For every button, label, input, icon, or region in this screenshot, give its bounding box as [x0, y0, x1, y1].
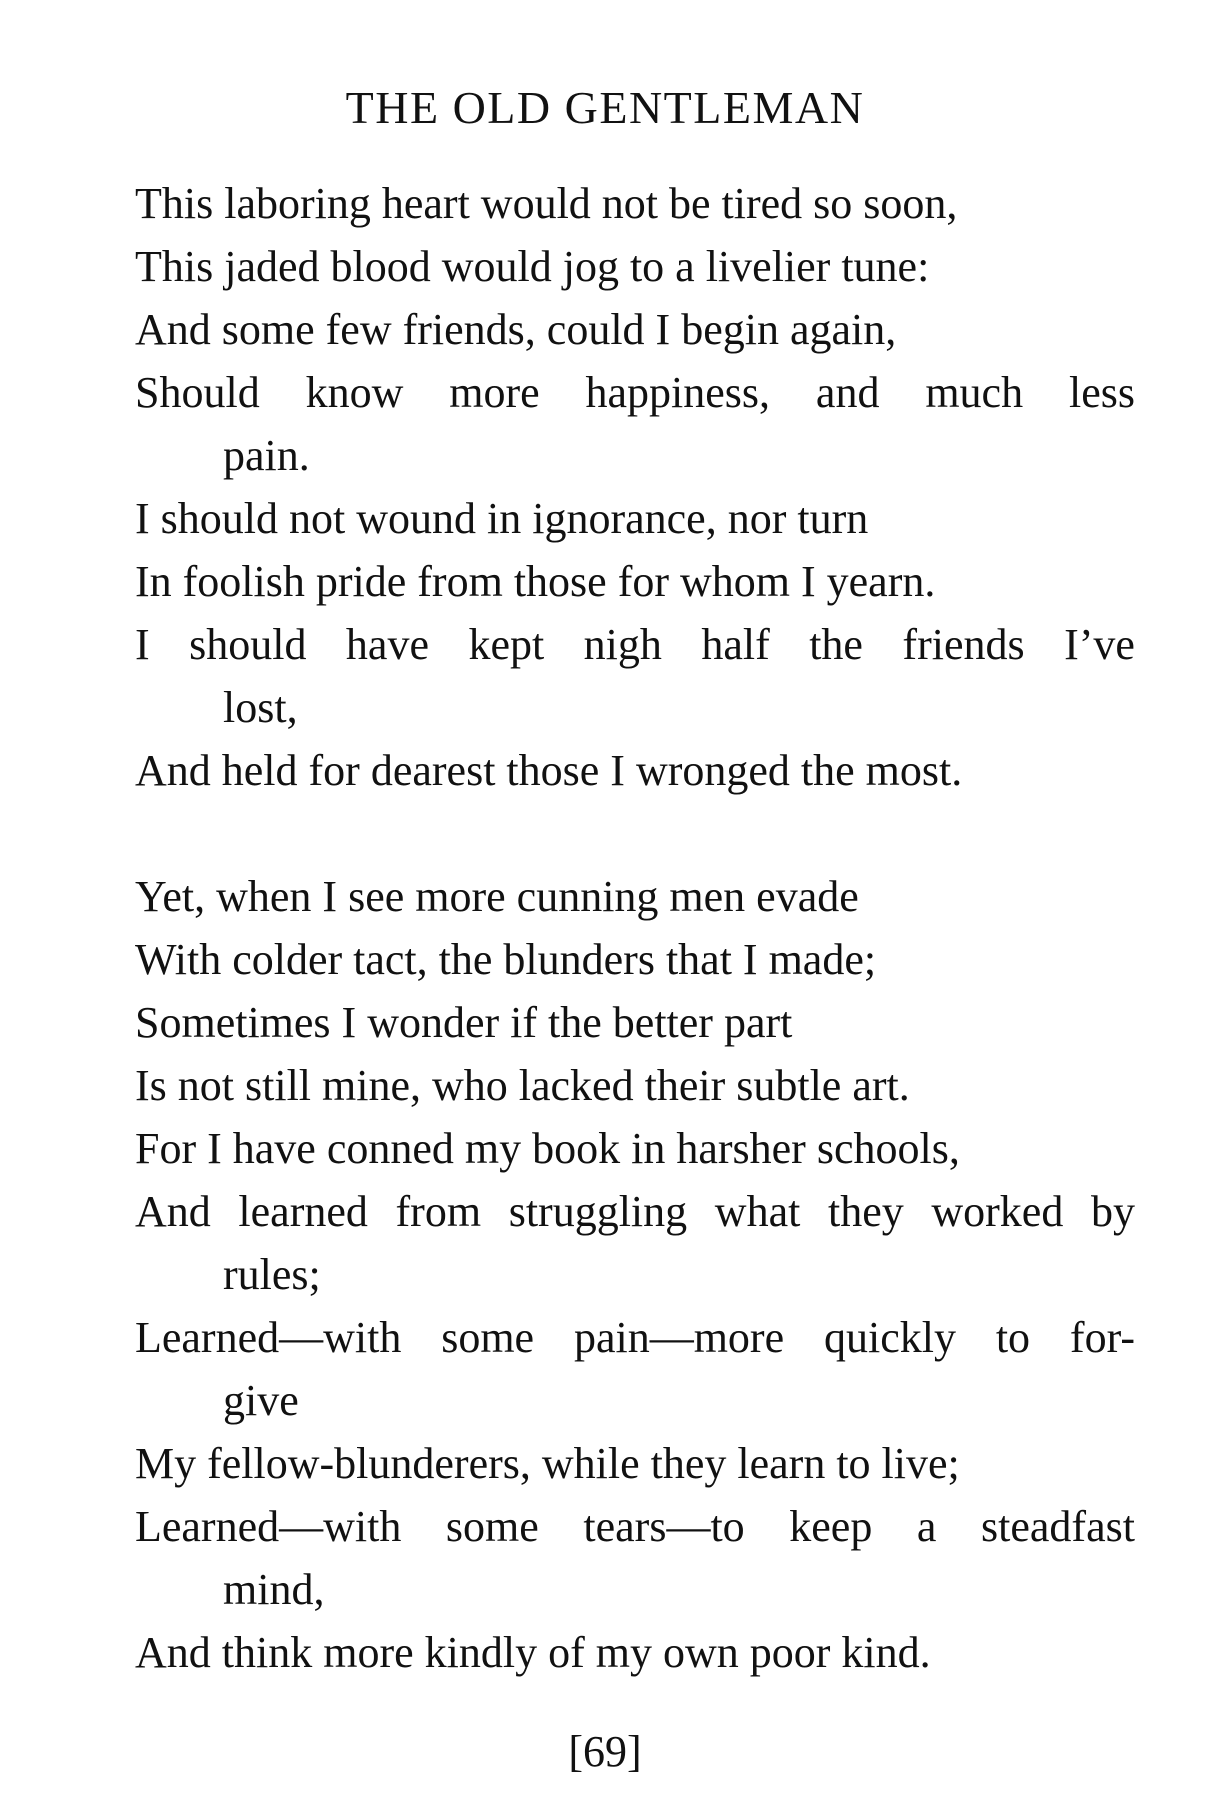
poem-line: In foolish pride from those for whom I yearn. — [135, 557, 936, 606]
poem-line: pain. — [223, 431, 310, 480]
poem-title: THE OLD GENTLEMAN — [345, 82, 865, 133]
poem-line: I should not wound in ignorance, nor turn — [135, 494, 869, 543]
poem-word: tears—to — [583, 1502, 745, 1551]
poem-word: happiness, — [585, 368, 771, 417]
poem-word: much — [925, 368, 1024, 417]
poem-line: My fellow-blunderers, while they learn to live; — [135, 1439, 960, 1488]
poem-line — [135, 613, 1135, 676]
poem-word: more — [449, 368, 540, 417]
stanza-1 — [135, 172, 1135, 802]
poem-word: steadfast — [981, 1502, 1135, 1551]
poem-word: And — [135, 1187, 211, 1236]
page-number: [69] — [568, 1727, 642, 1776]
poem-word: quickly — [823, 1313, 956, 1362]
poem-line: With colder tact, the blunders that I made; — [135, 935, 877, 984]
poem-line: Is not still mine, who lacked their subtle art. — [135, 1061, 910, 1110]
poem-word: for- — [1069, 1313, 1135, 1362]
poem-line — [135, 1180, 1135, 1243]
poem-line: Yet, when I see more cunning men evade — [135, 872, 859, 921]
poem-word: and — [815, 368, 880, 417]
poem-line: And think more kindly of my own poor kind. — [135, 1628, 931, 1677]
poem-word: I — [135, 620, 150, 669]
poem-line: Sometimes I wonder if the better part — [135, 998, 793, 1047]
poem-word: a — [916, 1502, 937, 1551]
poem-word: they — [827, 1187, 904, 1236]
poem-word: by — [1090, 1187, 1135, 1236]
poem-word: keep — [789, 1502, 873, 1551]
poem-word: I’ve — [1064, 620, 1135, 669]
poem-line — [135, 1306, 1135, 1369]
poem-word: should — [189, 620, 307, 669]
poem-line: This laboring heart would not be tired so soon, — [135, 179, 958, 228]
poem-line: give — [223, 1376, 299, 1425]
poem-word: from — [395, 1187, 482, 1236]
poem-word: pain—more — [573, 1313, 785, 1362]
poem-word: Should — [135, 368, 260, 417]
poem-word: struggling — [508, 1187, 688, 1236]
poem-word: to — [995, 1313, 1031, 1362]
poem-word: know — [305, 368, 404, 417]
poem-line: This jaded blood would jog to a livelier tune: — [135, 242, 930, 291]
poem-line — [135, 1495, 1135, 1558]
poem-word: Learned—with — [135, 1502, 402, 1551]
poem-line: rules; — [223, 1250, 321, 1299]
stanza-2 — [135, 865, 1135, 1684]
poem-word: have — [345, 620, 429, 669]
poem-word: half — [701, 620, 770, 669]
poem-line: And held for dearest those I wronged the most. — [135, 746, 963, 795]
poem-line: And some few friends, could I begin again, — [135, 305, 897, 354]
poem-word: learned — [238, 1187, 368, 1236]
poem-body — [135, 172, 1135, 1684]
poem-word: what — [714, 1187, 801, 1236]
poem-line — [135, 361, 1135, 424]
poem-word: friends — [902, 620, 1025, 669]
poem-word: less — [1068, 368, 1135, 417]
poem-word: some — [445, 1502, 539, 1551]
poem-word: Learned—with — [135, 1313, 402, 1362]
poem-line: lost, — [223, 683, 298, 732]
poem-line: mind, — [223, 1565, 325, 1614]
poem-word: worked — [931, 1187, 1064, 1236]
poem-word: some — [441, 1313, 535, 1362]
poem-word: kept — [468, 620, 545, 669]
poem-word: nigh — [583, 620, 662, 669]
poem-line: For I have conned my book in harsher schools, — [135, 1124, 960, 1173]
poem-word: the — [809, 620, 863, 669]
